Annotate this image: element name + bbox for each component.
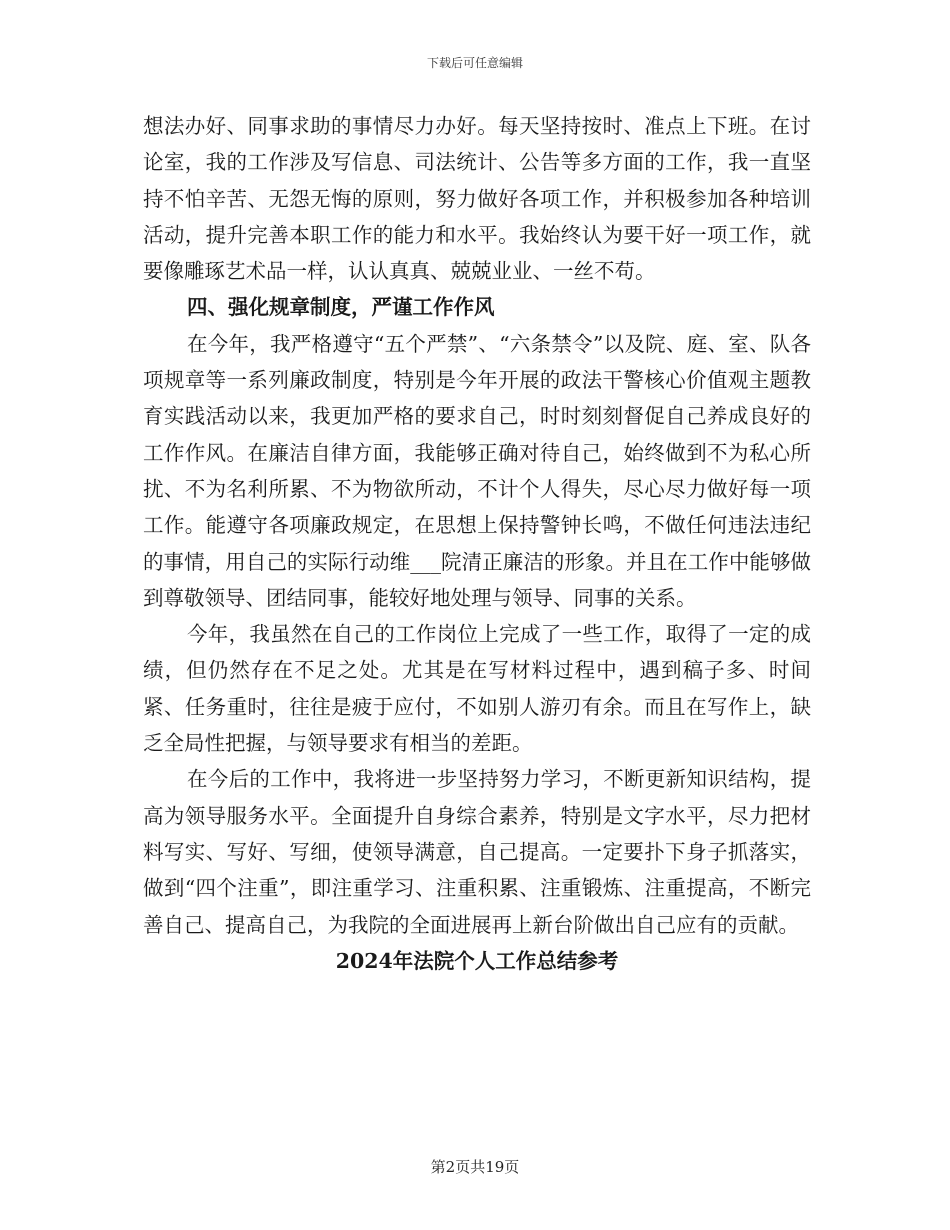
section-heading: 四、强化规章制度，严谨工作作风 bbox=[187, 295, 495, 320]
document-body bbox=[143, 108, 811, 979]
paragraph-integrity: 在今年，我严格遵守“五个严禁”、“六条禁令”以及院、庭、室、队各项规章等一系列廉政制度，特别是今年开展的政法干警核心价值观主题教育实践活动以来，我更加严格的要求自己，时时刻刻督促自己养成良好的工作作风。在廉洁自律方面，我能够正确对待自己，始终做到不为私心所扰、不为名利所累、不为物欲所动，不计个人得失，尽心尽力做好每一项工作。能遵守各项廉政规定，在思想上保持警钟长鸣，不做任何违法违纪的事情，用自己的实际行动维___院清正廉洁的形象。并且在工作中能够做到尊敬领导、团结同事，能较好地处理与领导、同事的关系。 bbox=[143, 331, 811, 610]
paragraph-future-plans: 在今后的工作中，我将进一步坚持努力学习，不断更新知识结构，提高为领导服务水平。全面提升自身综合素养，特别是文字水平，尽力把材料写实、写好、写细，使领导满意，自己提高。一定要扑下身子抓落实，做到“四个注重”，即注重学习、注重积累、注重锻炼、注重提高，不断完善自己、提高自己，为我院的全面进展再上新台阶做出自己应有的贡献。 bbox=[143, 767, 811, 937]
page-header: 下载后可任意编辑 bbox=[426, 56, 523, 70]
document-title: 2024年法院个人工作总结参考 bbox=[335, 948, 619, 973]
page-number: 第2页共19页 bbox=[430, 1158, 520, 1176]
paragraph-shortcomings: 今年，我虽然在自己的工作岗位上完成了一些工作，取得了一定的成绩，但仍然存在不足之处。尤其是在写材料过程中，遇到稿子多、时间紧、任务重时，往往是疲于应付，不如别人游刃有余。而且在写作上，缺乏全局性把握，与领导要求有相当的差距。 bbox=[143, 622, 811, 756]
paragraph-continuation: 想法办好、同事求助的事情尽力办好。每天坚持按时、准点上下班。在讨论室，我的工作涉及写信息、司法统计、公告等多方面的工作，我一直坚持不怕辛苦、无怨无悔的原则，努力做好各项工作，并积极参加各种培训活动，提升完善本职工作的能力和水平。我始终认为要干好一项工作，就要像雕琢艺术品一样，认认真真、兢兢业业、一丝不苟。 bbox=[143, 114, 811, 284]
